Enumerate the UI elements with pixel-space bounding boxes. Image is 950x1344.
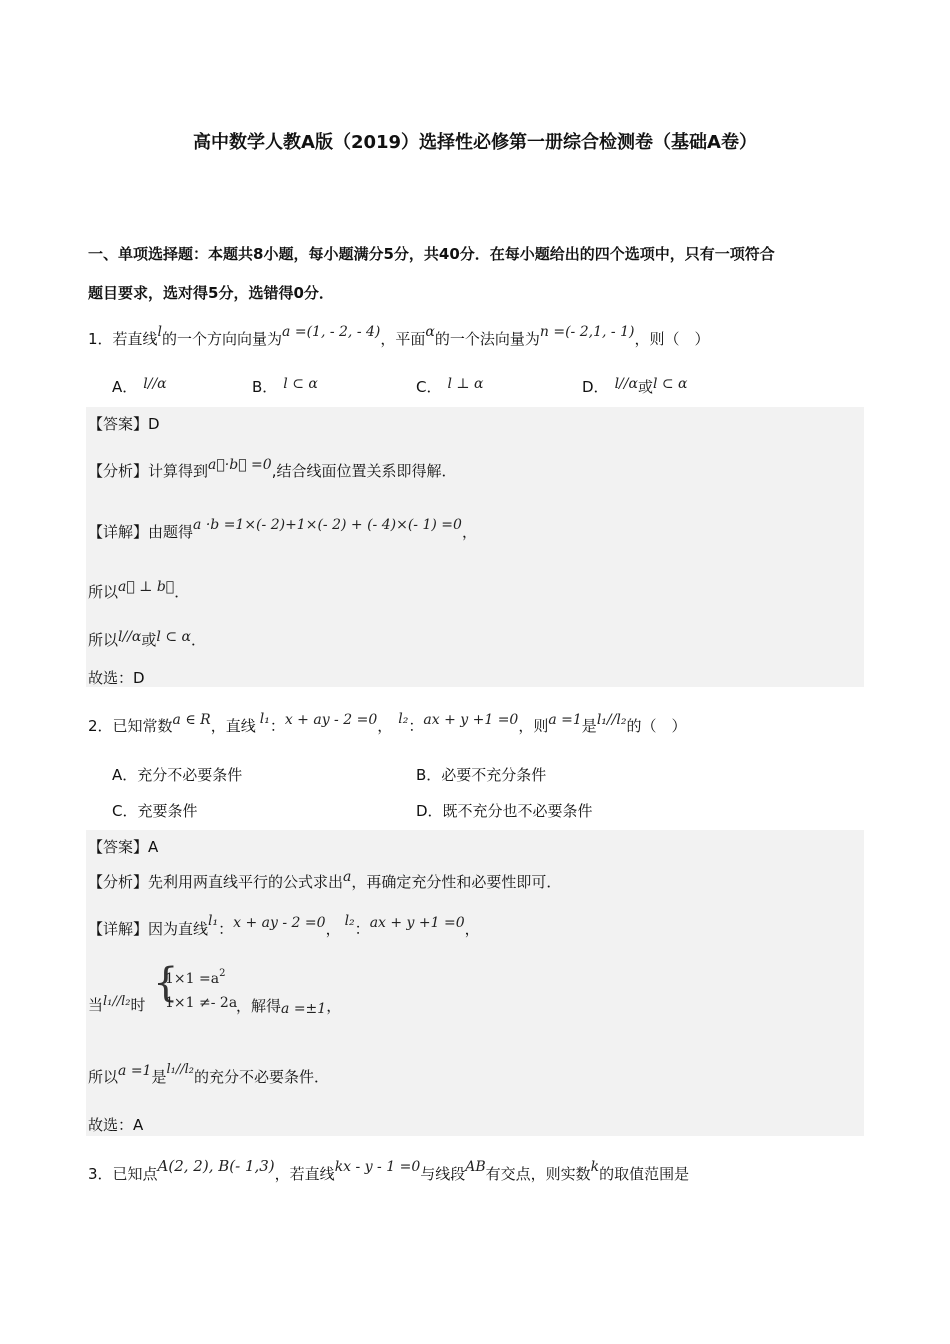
q2-when-label: 当l₁//l₂时 xyxy=(88,994,146,1014)
q2-option-c: C．充要条件 xyxy=(112,802,198,820)
q2-so-conclusion: 所以a =1是l₁//l₂的充分不必要条件． xyxy=(88,1062,329,1086)
direction-vector: a =(1, - 2, - 4) xyxy=(282,324,381,340)
system-brace: { xyxy=(153,960,179,1006)
system-eq-1: $1\times 1 =a^2$ xyxy=(165,968,226,987)
q1-option-d: D． l//α或l ⊂ α xyxy=(582,376,688,396)
q2-solve: ，解得a =±1， xyxy=(236,997,342,1017)
section-heading-line2: 题目要求，选对得5分，选错得0分． xyxy=(88,284,334,302)
q1-choose: 故选：D xyxy=(88,669,145,687)
q1-answer: 【答案】D xyxy=(88,415,160,433)
question-3-stem: 3．已知点A(2, 2), B(- 1,3)，若直线kx - y - 1 =0与线段AB有交点，则实数k的取值范围是 xyxy=(88,1157,690,1183)
q1-so-conclusion: 所以l//α或l ⊂ α． xyxy=(88,629,206,649)
q1-analysis: 【分析】计算得到a⃗·b⃗ =0,结合线面位置关系即得解． xyxy=(88,457,457,480)
q2-analysis: 【分析】先利用两直线平行的公式求出a，再确定充分性和必要性即可． xyxy=(88,869,562,891)
q1-detail: 【详解】由题得a ·b =1×(- 2)+1×(- 2) + (- 4)×(- 1) =0， xyxy=(88,517,477,541)
question-2-stem: 2．已知常数a ∈ R，直线 l₁：x + ay - 2 =0， l₂：ax + y +1 =0，则a =1是l₁//l₂的（ ） xyxy=(88,711,687,735)
section-heading-line1: 一、单项选择题：本题共8小题，每小题满分5分，共40分．在每小题给出的四个选项中，只有一项符合 xyxy=(88,245,775,263)
question-1-stem: 1．若直线l的一个方向向量为a =(1, - 2, - 4)，平面α的一个法向量为n =(- 2,1, - 1)，则（ ） xyxy=(88,324,710,348)
normal-vector: n =(- 2,1, - 1) xyxy=(539,324,635,340)
q2-choose: 故选：A xyxy=(88,1116,144,1134)
page-title: 高中数学人教A版（2019）选择性必修第一册综合检测卷（基础A卷） xyxy=(193,132,757,153)
q2-option-d: D．既不充分也不必要条件 xyxy=(416,802,593,820)
q2-option-b: B．必要不充分条件 xyxy=(416,766,547,784)
q2-option-a: A．充分不必要条件 xyxy=(112,766,243,784)
q2-detail: 【详解】因为直线l₁：x + ay - 2 =0， l₂：ax + y +1 =0， xyxy=(88,913,480,938)
system-eq-2: 1×1 ≠- 2a xyxy=(165,995,238,1011)
q1-so-perp: 所以a⃗ ⊥ b⃗． xyxy=(88,579,190,601)
q2-answer: 【答案】A xyxy=(88,838,159,856)
q1-option-a: A． l//α xyxy=(112,376,167,396)
q1-option-b: B． l ⊂ α xyxy=(252,376,318,396)
q1-option-c: C． l ⊥ α xyxy=(416,376,484,396)
